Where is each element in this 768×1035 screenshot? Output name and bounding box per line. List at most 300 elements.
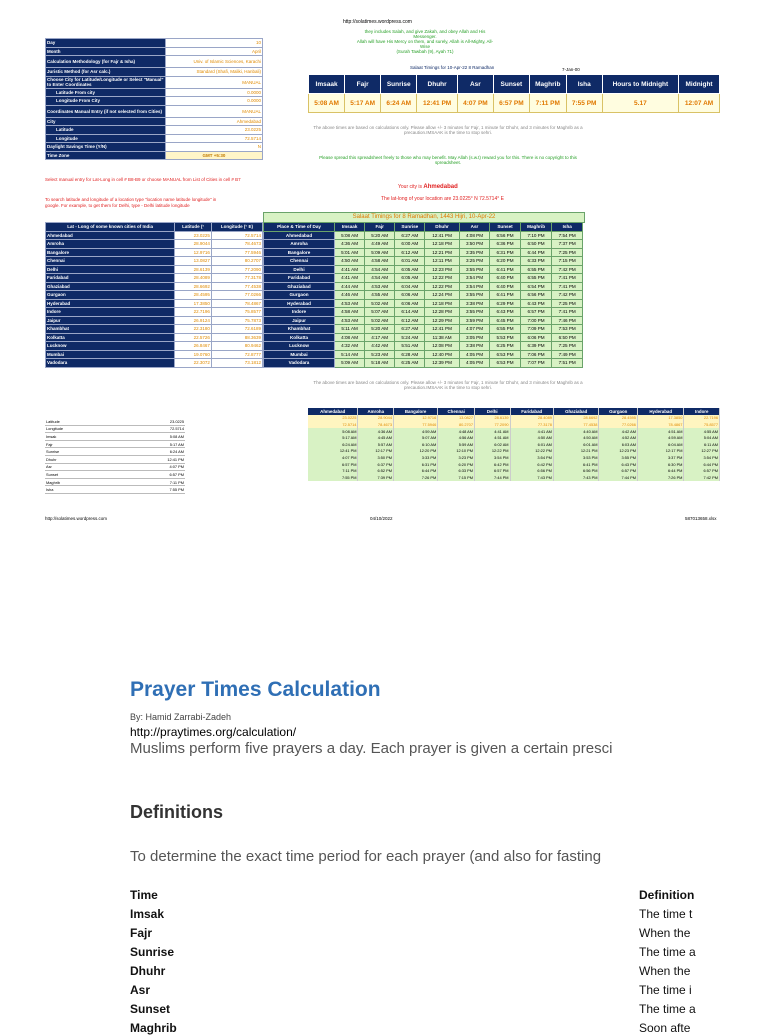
compare-value: 77.2090 xyxy=(475,421,511,428)
city-name: Chennai xyxy=(46,257,175,266)
compare-value: 80.2707 xyxy=(438,421,475,428)
compare-value: 4:56 AM xyxy=(438,434,475,441)
city-name: Ahmedabad xyxy=(46,231,175,240)
timing-place: Ahmedabad xyxy=(264,231,335,240)
timing-place: Ghaziabad xyxy=(264,282,335,291)
timing-value: 11:38 AM xyxy=(425,333,459,342)
city-latitude: 28.6692 xyxy=(175,282,212,291)
settings-label: Time Zone xyxy=(46,151,166,160)
settings-value[interactable]: MANUAL xyxy=(166,76,263,88)
timing-value: 12:18 PM xyxy=(425,299,459,308)
city-name: Hyderabad xyxy=(46,299,175,308)
timing-value: 6:43 PM xyxy=(490,308,521,317)
settings-label: Longitude From City xyxy=(46,97,166,106)
city-name: Faridabad xyxy=(46,274,175,283)
compare-value: 6:57 PM xyxy=(599,467,638,474)
city-name: Jaipur xyxy=(46,316,175,325)
compare-value: 3:55 PM xyxy=(599,454,638,461)
timing-value: 6:39 PM xyxy=(520,342,552,351)
summary-row xyxy=(45,471,185,479)
city-row xyxy=(46,342,263,351)
column-time-header: Time xyxy=(130,888,158,902)
city-row xyxy=(46,325,263,334)
compare-value: 6:57 PM xyxy=(684,467,720,474)
timing-value: 6:45 PM xyxy=(490,316,521,325)
timing-row xyxy=(264,282,583,291)
timing-value: 12:28 PM xyxy=(425,308,459,317)
timing-row xyxy=(264,257,583,266)
timing-value: 5:09 AM xyxy=(365,248,395,257)
city-row xyxy=(46,274,263,283)
timing-header: Asr xyxy=(459,223,490,232)
timing-value: 12:24 PM xyxy=(425,291,459,300)
timing-value: 6:04 AM xyxy=(395,282,425,291)
city-header: Longitude (° E) xyxy=(211,223,262,232)
timing-value: 4:17 AM xyxy=(365,333,395,342)
manual-entry-note: Select manual entry for Lat-Long in cell # B8-B9 or choose MANUAL from List of Cities in cell # B7 xyxy=(45,177,241,182)
timing-value: 6:31 PM xyxy=(490,248,521,257)
settings-value[interactable]: Standard (Shafi, Maliki, Hanbali) xyxy=(166,68,263,77)
timing-value: 6:25 AM xyxy=(395,359,425,368)
compare-row xyxy=(308,415,720,422)
timing-value: 12:39 PM xyxy=(425,359,459,368)
timing-value: 4:54 AM xyxy=(365,274,395,283)
timing-value: 12:22 PM xyxy=(425,274,459,283)
summary-label: Latitude xyxy=(45,418,116,425)
timing-value: 3:54 PM xyxy=(459,274,490,283)
city-latitude: 13.0827 xyxy=(175,257,212,266)
salaat-time: 7:55 PM xyxy=(566,94,602,113)
salaat-time: 7:11 PM xyxy=(529,94,566,113)
summary-value: 7:55 PM xyxy=(116,486,185,494)
timing-value: 12:08 PM xyxy=(425,342,459,351)
compare-header: Chennai xyxy=(438,408,475,415)
settings-label: Day xyxy=(46,39,166,48)
compare-value: 4:59 AM xyxy=(637,434,683,441)
timing-value: 6:12 AM xyxy=(395,248,425,257)
timing-value: 6:29 PM xyxy=(490,299,521,308)
timing-row xyxy=(264,333,583,342)
compare-value: 3:37 PM xyxy=(637,454,683,461)
timing-value: 5:11 AM xyxy=(335,325,365,334)
timing-value: 7:25 PM xyxy=(552,299,583,308)
settings-value[interactable]: 0.0000 xyxy=(166,88,263,97)
summary-value: 7:11 PM xyxy=(116,478,185,486)
compare-value: 75.8577 xyxy=(684,421,720,428)
settings-value[interactable]: Ahmedabad xyxy=(166,117,263,126)
compare-value: 7:43 PM xyxy=(553,474,599,481)
settings-label: Daylight Savings Time (Y/N) xyxy=(46,143,166,152)
timing-value: 4:08 AM xyxy=(335,333,365,342)
compare-value: 4:41 AM xyxy=(475,428,511,435)
header-url[interactable]: http://solatimes.wordpress.com xyxy=(343,19,412,25)
compare-value: 6:30 PM xyxy=(637,461,683,468)
salaat-header: Fajr xyxy=(345,75,381,94)
footer-url[interactable]: http://solatimes.wordpress.com xyxy=(45,516,108,521)
city-row xyxy=(46,248,263,257)
timing-value: 4:50 AM xyxy=(335,257,365,266)
search-note-line-1: To search latitude and longitude of a location type "location name latitude longitude" in xyxy=(45,197,217,202)
city-longitude: 72.6189 xyxy=(211,325,262,334)
timing-value: 3:55 PM xyxy=(459,291,490,300)
timing-value: 6:06 PM xyxy=(520,333,552,342)
city-row xyxy=(46,359,263,368)
compare-value: 6:31 PM xyxy=(394,461,438,468)
settings-label: Longitude xyxy=(46,134,166,143)
summary-value: 6:24 AM xyxy=(116,448,185,456)
compare-value: 78.4867 xyxy=(637,421,683,428)
salaat-header: Imsaak xyxy=(309,75,345,94)
compare-value: 4:50 AM xyxy=(553,434,599,441)
compare-value: 3:53 PM xyxy=(553,454,599,461)
timing-value: 5:14 AM xyxy=(335,350,365,359)
timing-place: Lucknow xyxy=(264,342,335,351)
compare-header: Gurgaon xyxy=(599,408,638,415)
city-latitude: 28.4595 xyxy=(175,291,212,300)
compare-value: 7:26 PM xyxy=(637,474,683,481)
timing-precaution-note: The above times are based on calculations only. Please allow +/- 3 minutes for Fajr, 1 minute for Dhuhr, and 3 minutes for Maghrib as a precaution.IMSAAK is the time to stop sehri. xyxy=(313,380,583,390)
timing-value: 6:56 PM xyxy=(490,231,521,240)
city-name: Gurgaon xyxy=(46,291,175,300)
settings-row xyxy=(46,47,263,56)
timing-header: Imsaak xyxy=(335,223,365,232)
compare-value: 12:23 PM xyxy=(599,448,638,455)
compare-row xyxy=(308,434,720,441)
city-row xyxy=(46,231,263,240)
city-latitude: 22.3180 xyxy=(175,325,212,334)
salaat-header: Hours to Midnight xyxy=(602,75,678,94)
summary-value: 6:57 PM xyxy=(116,471,185,479)
compare-value: 5:07 AM xyxy=(394,434,438,441)
city-row xyxy=(46,257,263,266)
article-author: By: Hamid Zarrabi-Zadeh xyxy=(130,712,232,722)
compare-value: 4:07 PM xyxy=(308,454,358,461)
latlong-line: The lat-long of your location are 23.0225° N 72.5714° E xyxy=(381,196,504,202)
city-row xyxy=(46,299,263,308)
term-definition: The time i xyxy=(639,983,692,997)
timing-place: Delhi xyxy=(264,265,335,274)
compare-value: 6:52 PM xyxy=(358,467,394,474)
compare-header: Faridabad xyxy=(510,408,553,415)
compare-value: 12:17 PM xyxy=(358,448,394,455)
timing-value: 5:23 AM xyxy=(365,350,395,359)
settings-value[interactable]: GMT +5:30 xyxy=(166,151,263,160)
compare-value: 6:01 AM xyxy=(510,441,553,448)
settings-value[interactable]: Univ. of Islamic Sciences, Karachi xyxy=(166,56,263,68)
city-name: Amroha xyxy=(46,240,175,249)
city-longitude: 73.1812 xyxy=(211,359,262,368)
city-longitude: 72.5714 xyxy=(211,231,262,240)
compare-row xyxy=(308,421,720,428)
term-definition: When the xyxy=(639,964,691,978)
salaat-time: 12:41 PM xyxy=(417,94,458,113)
timing-value: 4:53 AM xyxy=(365,282,395,291)
timing-value: 5:20 AM xyxy=(365,325,395,334)
city-line xyxy=(398,184,458,190)
compare-value: 12:17 PM xyxy=(637,448,683,455)
settings-value[interactable]: 23.0225 xyxy=(166,126,263,135)
timing-value: 6:40 PM xyxy=(490,274,521,283)
summary-label: Dhuhr xyxy=(45,455,116,463)
term-name: Imsak xyxy=(130,907,165,921)
timing-value: 5:07 AM xyxy=(365,308,395,317)
settings-row xyxy=(46,151,263,160)
compare-value: 77.3178 xyxy=(510,421,553,428)
timing-value: 7:46 PM xyxy=(552,316,583,325)
compare-value: 6:43 PM xyxy=(599,461,638,468)
compare-value: 4:52 AM xyxy=(599,434,638,441)
compare-row xyxy=(308,461,720,468)
settings-row xyxy=(46,117,263,126)
summary-label: Sunset xyxy=(45,471,116,479)
city-latitude: 23.0225 xyxy=(175,231,212,240)
timing-value: 7:42 PM xyxy=(552,265,583,274)
compare-value: 6:57 PM xyxy=(308,461,358,468)
timing-value: 7:42 PM xyxy=(552,291,583,300)
definitions-heading: Definitions xyxy=(130,802,223,822)
term-definition: The time a xyxy=(639,1002,696,1016)
timing-value: 12:18 PM xyxy=(425,240,459,249)
article-link[interactable]: http://praytimes.org/calculation/ xyxy=(130,725,297,739)
compare-value: 6:02 AM xyxy=(475,441,511,448)
city-name: Ahmedabad xyxy=(423,184,458,190)
summary-label: Longitude xyxy=(45,425,116,433)
timing-value: 4:36 AM xyxy=(335,240,365,249)
timing-value: 7:09 PM xyxy=(520,325,552,334)
city-name: Indore xyxy=(46,308,175,317)
timing-header: Place & Time of Day xyxy=(264,223,335,232)
salaat-header: Maghrib xyxy=(529,75,566,94)
timing-value: 3:59 PM xyxy=(459,316,490,325)
timing-value: 12:40 PM xyxy=(425,350,459,359)
dua-text xyxy=(355,30,495,55)
compare-value: 6:41 PM xyxy=(553,461,599,468)
settings-value[interactable]: MANUAL xyxy=(166,105,263,117)
settings-label: City xyxy=(46,117,166,126)
timing-value: 6:50 PM xyxy=(520,240,552,249)
timing-value: 4:05 PM xyxy=(459,350,490,359)
timing-value: 6:36 PM xyxy=(490,240,521,249)
timing-value: 12:41 PM xyxy=(425,231,459,240)
compare-value: 4:55 AM xyxy=(684,428,720,435)
timing-value: 3:25 PM xyxy=(459,257,490,266)
timing-value: 6:44 PM xyxy=(520,248,552,257)
summary-row xyxy=(45,440,185,448)
timing-row xyxy=(264,316,583,325)
timing-value: 6:33 PM xyxy=(520,257,552,266)
settings-row xyxy=(46,76,263,88)
city-latitude: 28.9044 xyxy=(175,240,212,249)
timing-value: 6:43 PM xyxy=(520,299,552,308)
timing-value: 3:54 PM xyxy=(459,282,490,291)
settings-value[interactable]: N xyxy=(166,143,263,152)
timing-value: 7:06 PM xyxy=(520,350,552,359)
compare-value: 6:44 PM xyxy=(684,461,720,468)
timing-value: 12:23 PM xyxy=(425,265,459,274)
summary-value: 5:08 AM xyxy=(116,433,185,441)
summary-value: 5:17 AM xyxy=(116,440,185,448)
compare-value: 13.0827 xyxy=(438,415,475,422)
city-longitude: 80.2707 xyxy=(211,257,262,266)
settings-row xyxy=(46,126,263,135)
timing-value: 4:53 AM xyxy=(335,316,365,325)
dua-line-3: (Surah Tawbah (9), Ayah 71) xyxy=(396,49,454,54)
city-latitude: 28.4089 xyxy=(175,274,212,283)
salaat-time: 5:17 AM xyxy=(345,94,381,113)
timing-value: 7:10 PM xyxy=(520,231,552,240)
city-longitude: 78.4673 xyxy=(211,240,262,249)
timing-value: 7:41 PM xyxy=(552,308,583,317)
compare-value: 6:44 PM xyxy=(394,467,438,474)
settings-row xyxy=(46,105,263,117)
salaat-header: Sunset xyxy=(493,75,529,94)
timing-row xyxy=(264,248,583,257)
settings-value[interactable]: April xyxy=(166,47,263,56)
timing-value: 6:12 AM xyxy=(395,316,425,325)
footer-filename: 587013658.xlsx xyxy=(685,516,717,521)
compare-value: 3:33 PM xyxy=(394,454,438,461)
timing-value: 12:11 PM xyxy=(425,257,459,266)
city-name: Ghaziabad xyxy=(46,282,175,291)
city-row xyxy=(46,308,263,317)
article-title: Prayer Times Calculation xyxy=(130,678,381,701)
city-longitude: 75.7873 xyxy=(211,316,262,325)
city-longitude: 77.0266 xyxy=(211,291,262,300)
salaat-time: 6:24 AM xyxy=(381,94,417,113)
compare-value: 6:56 PM xyxy=(553,467,599,474)
compare-value: 4:36 AM xyxy=(358,428,394,435)
timing-value: 6:06 AM xyxy=(395,291,425,300)
salaat-header: Midnight xyxy=(679,75,720,94)
compare-value: 77.0266 xyxy=(599,421,638,428)
city-latitude: 12.9716 xyxy=(175,248,212,257)
salaat-header: Asr xyxy=(457,75,493,94)
timing-header: Dhuhr xyxy=(425,223,459,232)
timing-value: 6:28 AM xyxy=(395,350,425,359)
compare-value: 4:42 AM xyxy=(599,428,638,435)
city-longitude: 77.2090 xyxy=(211,265,262,274)
city-name: Khambhat xyxy=(46,325,175,334)
settings-label: Juristic Method (for Asr calc.) xyxy=(46,68,166,77)
timing-place: Chennai xyxy=(264,257,335,266)
timing-value: 4:55 AM xyxy=(365,291,395,300)
compare-value: 77.5946 xyxy=(394,421,438,428)
summary-row xyxy=(45,418,185,425)
settings-label: Latitude xyxy=(46,126,166,135)
timing-place: Hyderabad xyxy=(264,299,335,308)
timing-value: 12:22 PM xyxy=(425,282,459,291)
compare-value: 6:57 PM xyxy=(475,467,511,474)
compare-value: 7:11 PM xyxy=(308,467,358,474)
salaat-date-right: 7-Jan-00 xyxy=(562,67,580,72)
compare-value: 12:21 PM xyxy=(553,448,599,455)
city-name: Kolkatta xyxy=(46,333,175,342)
timing-value: 6:57 PM xyxy=(520,308,552,317)
dua-line-2: Allah will have His Mercy on them, and surely, Allah is All-Mighty, All-Wise xyxy=(356,39,494,49)
compare-value: 3:50 PM xyxy=(358,454,394,461)
timing-value: 4:49 AM xyxy=(365,240,395,249)
salaat-today-table xyxy=(308,74,720,113)
city-label: Your city is xyxy=(398,184,422,190)
timing-header: Sunrise xyxy=(395,223,425,232)
compare-header: Ghaziabad xyxy=(553,408,599,415)
settings-label: Coordinates Manual Entry (if not selected from Cities) xyxy=(46,105,166,117)
timing-place: Vadodara xyxy=(264,359,335,368)
settings-value[interactable]: 0.0000 xyxy=(166,97,263,106)
timing-value: 5:18 AM xyxy=(365,359,395,368)
compare-value: 6:24 AM xyxy=(308,441,358,448)
timing-value: 5:09 AM xyxy=(335,359,365,368)
timing-place: Kolkatta xyxy=(264,333,335,342)
compare-value: 6:33 PM xyxy=(438,467,475,474)
timing-value: 4:44 AM xyxy=(335,282,365,291)
timing-value: 5:53 PM xyxy=(490,333,521,342)
compare-value: 4:41 AM xyxy=(510,428,553,435)
compare-value: 3:54 PM xyxy=(684,454,720,461)
city-latlong-table xyxy=(45,222,263,368)
compare-header: Indore xyxy=(684,408,720,415)
salaat-time: 6:57 PM xyxy=(493,94,529,113)
city-name: Bangalore xyxy=(46,248,175,257)
compare-header: Ahmedabad xyxy=(308,408,358,415)
compare-value: 72.5714 xyxy=(308,421,358,428)
compare-value: 22.7196 xyxy=(684,415,720,422)
term-name: Fajr xyxy=(130,926,153,940)
timing-value: 4:41 AM xyxy=(335,265,365,274)
summary-value: 72.5714 xyxy=(116,425,185,433)
timing-value: 6:55 PM xyxy=(520,265,552,274)
compare-value: 4:45 AM xyxy=(358,434,394,441)
compare-value: 5:57 AM xyxy=(358,441,394,448)
timing-value: 6:20 PM xyxy=(490,257,521,266)
timing-row xyxy=(264,240,583,249)
timing-value: 3:38 PM xyxy=(459,299,490,308)
timing-value: 6:05 AM xyxy=(395,274,425,283)
compare-header: Delhi xyxy=(475,408,511,415)
compare-value: 6:03 AM xyxy=(599,441,638,448)
summary-row xyxy=(45,433,185,441)
timing-value: 4:07 PM xyxy=(459,325,490,334)
compare-value: 6:04 AM xyxy=(637,441,683,448)
timing-header: Sunset xyxy=(490,223,521,232)
timing-value: 4:05 PM xyxy=(459,359,490,368)
compare-value: 12:27 PM xyxy=(684,448,720,455)
timing-value: 6:41 PM xyxy=(490,265,521,274)
timing-value: 3:38 PM xyxy=(459,342,490,351)
timing-value: 6:14 AM xyxy=(395,308,425,317)
settings-row xyxy=(46,39,263,48)
timing-value: 4:54 AM xyxy=(365,265,395,274)
timing-place: Mumbai xyxy=(264,350,335,359)
city-header: Lat - Long of some known cities of India xyxy=(46,223,175,232)
compare-value: 5:08 AM xyxy=(308,428,358,435)
city-timing-table xyxy=(263,222,583,368)
timing-place: Bangalore xyxy=(264,248,335,257)
timing-row xyxy=(264,308,583,317)
compare-value: 3:23 PM xyxy=(438,454,475,461)
timing-place: Khambhat xyxy=(264,325,335,334)
term-definition: Soon afte xyxy=(639,1021,691,1035)
spread-note: Please spread this spreadsheet freely to those who may benefit. May Allah (s.w.t) reward you for this. There is no copyright to this spreadsheet. xyxy=(319,155,577,165)
timing-value: 7:54 PM xyxy=(552,231,583,240)
summary-row xyxy=(45,478,185,486)
settings-value[interactable]: 72.5714 xyxy=(166,134,263,143)
compare-value: 12:41 PM xyxy=(308,448,358,455)
timing-value: 7:37 PM xyxy=(552,240,583,249)
city-latitude: 28.6139 xyxy=(175,265,212,274)
settings-value[interactable]: 10 xyxy=(166,39,263,48)
compare-value: 6:44 PM xyxy=(637,467,683,474)
